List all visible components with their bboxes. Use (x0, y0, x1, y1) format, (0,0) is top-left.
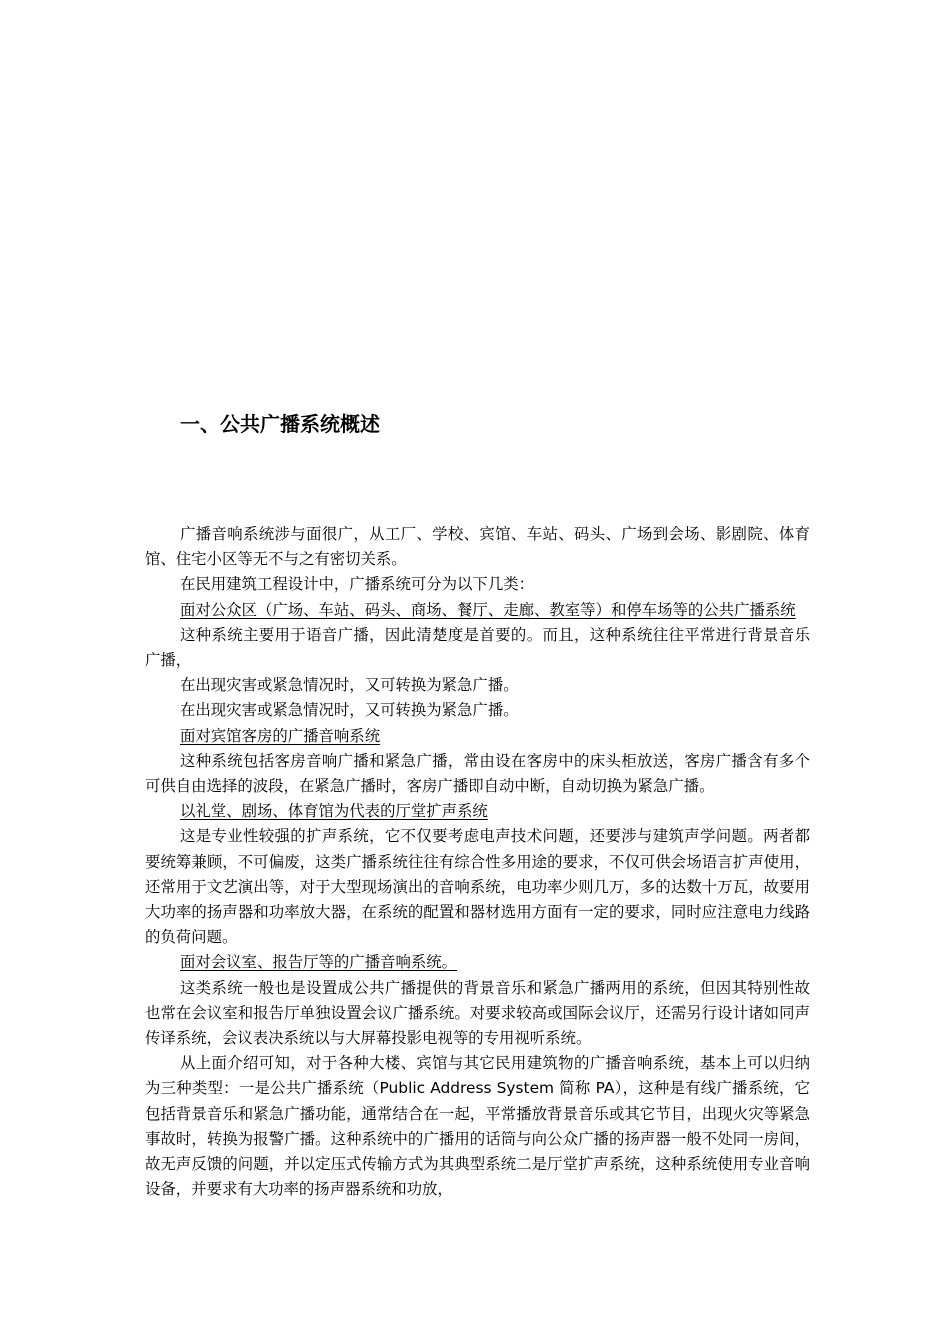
subheading-meeting-rooms: 面对会议室、报告厅等的广播音响系统。 (180, 953, 458, 972)
body-text (145, 522, 810, 1202)
intro-paragraph: 广播音响系统涉与面很广，从工厂、学校、宾馆、车站、码头、广场到会场、影剧院、体育馆、住宅小区等无不与之有密切关系。 (145, 525, 810, 569)
subheading-public-broadcast: 面对公众区（广场、车站、码头、商场、餐厅、走廊、教室等）和停车场等的公共广播系统 (180, 600, 796, 619)
summary-paragraph: 从上面介绍可知，对于各种大楼、宾馆与其它民用建筑物的广播音响系统，基本上可以归纳为三种类型：一是公共广播系统（Public Address System 简称 PA），这种是有线广播系统，它包括背景音乐和紧急广播功能，通常结合在一起，平常播放背景音乐或其它节目，出现火灾等紧急事故时，转换为报警广播。这种系统中的广播用的话筒与向公众广播的扬声器一般不处同一房间，故无声反馈的问题，并以定压式传输方式为其典型系统二是厅堂扩声系统，这种系统使用专业音响设备，并要求有大功率的扬声器系统和功放， (145, 1054, 810, 1199)
meeting-rooms-description: 这类系统一般也是设置成公共广播提供的背景音乐和紧急广播两用的系统，但因其特别性故也常在会议室和报告厅单独设置会议广播系统。对要求较高或国际会议厅，还需另行设计诸如同声传译系统，会议表决系统以与大屏幕投影电视等的专用视听系统。 (145, 978, 810, 1048)
emergency-note-repeat: 在出现灾害或紧急情况时，又可转换为紧急广播。 (180, 701, 519, 720)
subheading-hall-sound: 以礼堂、剧场、体育馆为代表的厅堂扩声系统 (180, 802, 488, 821)
hotel-rooms-description: 这种系统包括客房音响广播和紧急广播，常由设在客房中的床头柜放送，客房广播含有多个可供自由选择的波段，在紧急广播时，客房广播即自动中断，自动切换为紧急广播。 (145, 751, 810, 796)
public-broadcast-description: 这种系统主要用于语音广播，因此清楚度是首要的。而且，这种系统往往平常进行背景音乐广播， (145, 625, 810, 670)
subheading-hotel-rooms: 面对宾馆客房的广播音响系统 (180, 726, 381, 745)
emergency-note: 在出现灾害或紧急情况时，又可转换为紧急广播。 (180, 676, 519, 695)
classification-intro: 在民用建筑工程设计中，广播系统可分为以下几类： (180, 575, 534, 594)
hall-sound-description: 这是专业性较强的扩声系统，它不仅要考虑电声技术问题，还要涉与建筑声学问题。两者都要统筹兼顾，不可偏废，这类广播系统往往有综合性多用途的要求，不仅可供会场语言扩声使用，还常用于文艺演出等，对于大型现场演出的音响系统，电功率少则几万，多的达数十万瓦，故要用大功率的扬声器和功率放大器，在系统的配置和器材选用方面有一定的要求，同时应注意电力线路的负荷问题。 (145, 827, 810, 947)
section-heading: 一、公共广播系统概述 (180, 412, 380, 436)
